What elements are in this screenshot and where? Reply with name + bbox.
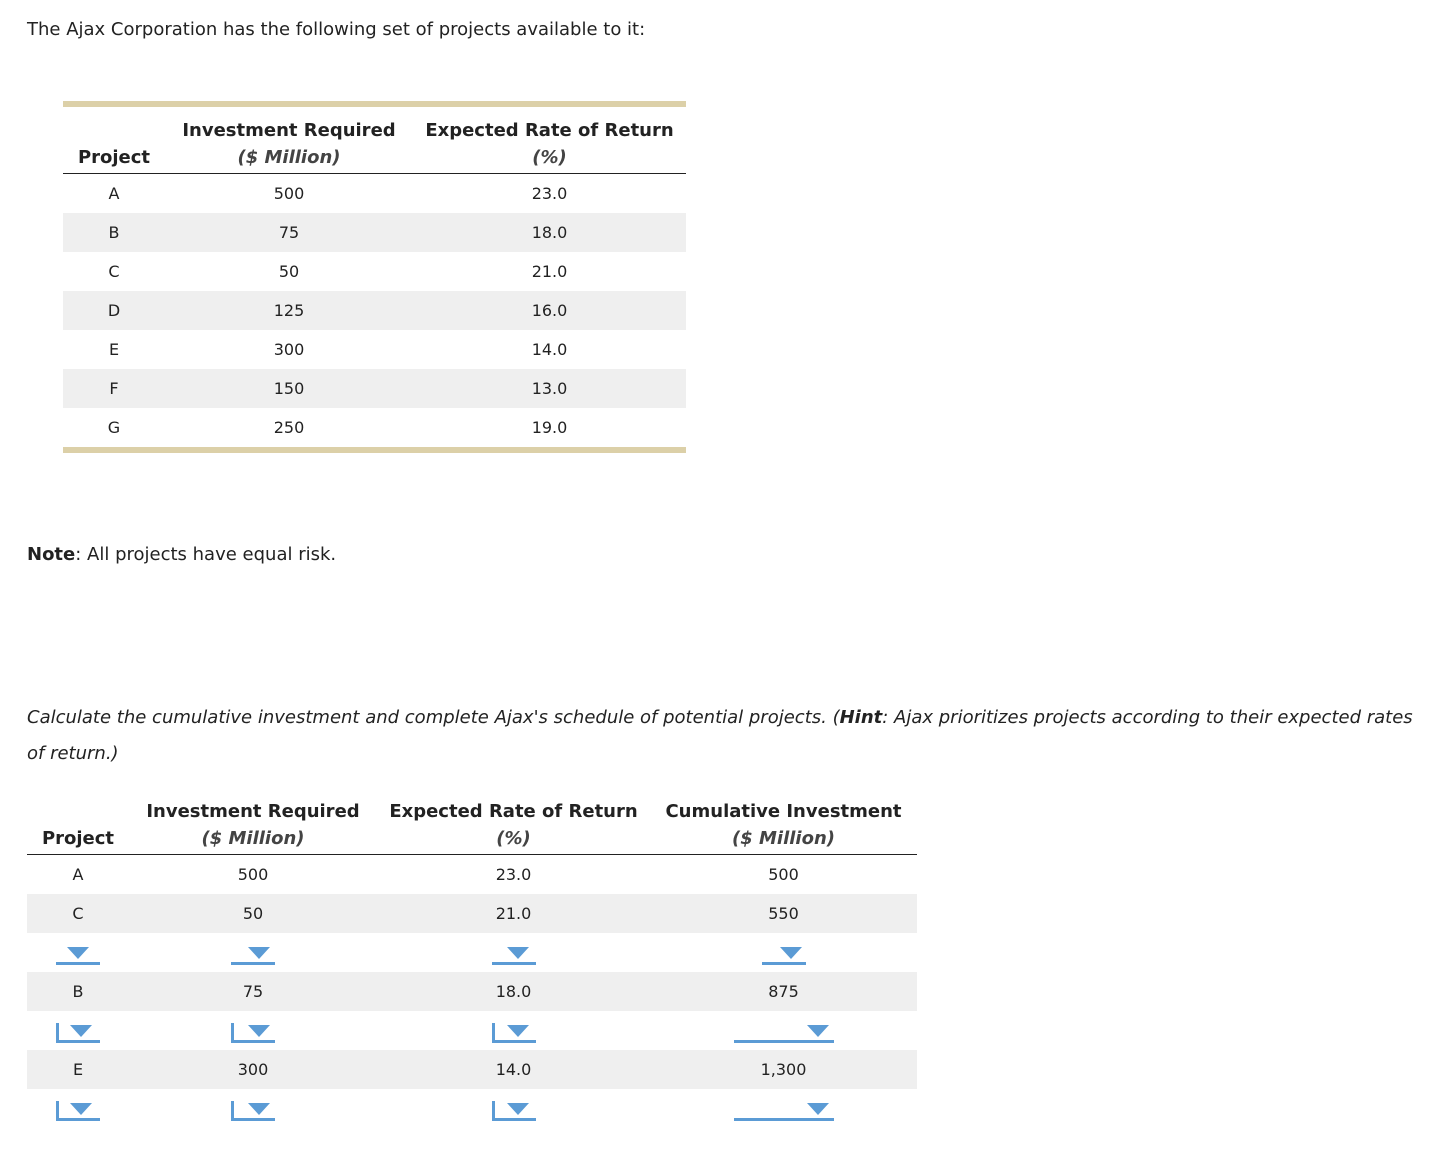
project-cell: D [63, 291, 165, 330]
project-cell: E [27, 1050, 129, 1089]
return-cell: 21.0 [531, 262, 568, 281]
dropdown-underline [231, 1118, 275, 1121]
return-cell: 18.0 [377, 972, 650, 1011]
header-cumulative-unit: ($ Million) [650, 822, 917, 855]
return-dropdown-cell [377, 1011, 650, 1050]
dropdown-arrow-icon [67, 947, 89, 959]
dropdown-underline [734, 1040, 834, 1043]
cumulative-dropdown[interactable] [762, 941, 806, 965]
header-empty [27, 788, 129, 822]
investment-cell: 150 [165, 369, 413, 408]
cumulative-dropdown-cell [650, 1089, 917, 1128]
cumulative-cell: 500 [768, 865, 799, 884]
table-row [27, 894, 917, 933]
table-row [63, 408, 686, 447]
table-row [63, 291, 686, 330]
dropdown-underline [56, 1040, 100, 1043]
investment-cell: 75 [129, 972, 377, 1011]
project-cell: A [72, 865, 84, 884]
return-cell: 21.0 [377, 894, 650, 933]
cumulative-cell: 550 [650, 894, 917, 933]
header-investment: Investment Required [182, 120, 396, 141]
header-empty [63, 107, 165, 141]
header-return: Expected Rate of Return [425, 120, 674, 141]
project-cell: B [27, 972, 129, 1011]
table-row [27, 1011, 917, 1050]
project-cell: C [27, 894, 129, 933]
return-cell: 16.0 [413, 291, 686, 330]
return-dropdown[interactable] [492, 1097, 536, 1121]
project-cell: C [108, 262, 120, 281]
header-investment-unit: ($ Million) [129, 822, 377, 855]
hint-label: Hint [839, 707, 883, 728]
return-dropdown-cell [377, 1089, 650, 1128]
dropdown-arrow-icon [248, 1103, 270, 1115]
investment-cell: 300 [273, 340, 305, 359]
dropdown-arrow-icon [507, 947, 529, 959]
table-row [27, 972, 917, 1011]
return-cell: 18.0 [413, 213, 686, 252]
investment-cell: 300 [129, 1050, 377, 1089]
return-cell: 13.0 [413, 369, 686, 408]
investment-cell: 50 [278, 262, 300, 281]
return-dropdown[interactable] [492, 1019, 536, 1043]
header-project: Project [63, 141, 165, 174]
project-cell: B [63, 213, 165, 252]
table-row [63, 213, 686, 252]
investment-dropdown[interactable] [231, 1097, 275, 1121]
project-dropdown-cell [27, 933, 129, 972]
investment-cell: 500 [237, 865, 269, 884]
header-cumulative: Cumulative Investment [665, 801, 902, 822]
table-bottom-bar [63, 447, 686, 453]
project-cell: E [108, 340, 120, 359]
return-cell: 14.0 [531, 340, 568, 359]
return-dropdown-cell [377, 933, 650, 972]
dropdown-underline [492, 1118, 536, 1121]
schedule-table [27, 788, 917, 1128]
project-dropdown-cell [27, 1011, 129, 1050]
project-cell: A [108, 184, 120, 203]
header-return-unit: (%) [377, 822, 650, 855]
header-project: Project [27, 822, 129, 855]
dropdown-underline [56, 1118, 100, 1121]
investment-cell: 125 [165, 291, 413, 330]
investment-cell: 50 [129, 894, 377, 933]
investment-dropdown[interactable] [231, 941, 275, 965]
table-row [63, 252, 686, 291]
cumulative-dropdown-cell [650, 1011, 917, 1050]
investment-dropdown-cell [129, 1011, 377, 1050]
dropdown-underline [56, 962, 100, 965]
return-cell: 14.0 [377, 1050, 650, 1089]
dropdown-underline [762, 962, 806, 965]
investment-cell: 250 [273, 418, 305, 437]
dropdown-arrow-icon [248, 1025, 270, 1037]
cumulative-cell: 875 [650, 972, 917, 1011]
header-return-unit: (%) [413, 141, 686, 174]
project-cell: G [107, 418, 121, 437]
header-investment: Investment Required [146, 801, 360, 822]
cumulative-dropdown-cell [650, 933, 917, 972]
header-return: Expected Rate of Return [389, 801, 638, 822]
project-dropdown[interactable] [56, 1019, 100, 1043]
dropdown-arrow-icon [248, 947, 270, 959]
instruction-text [27, 700, 1417, 772]
note-text [27, 544, 336, 565]
note-label: Note [27, 544, 76, 565]
table-row [27, 933, 917, 972]
header-investment-unit: ($ Million) [165, 141, 413, 174]
return-dropdown[interactable] [492, 941, 536, 965]
instruction-part1: Calculate the cumulative investment and complete Ajax's schedule of potential projects. ( [27, 707, 840, 728]
table-row [63, 330, 686, 369]
instruction-part2: : Ajax prioritizes projects according to their expected rates of return.) [27, 707, 1413, 764]
table-row [27, 1089, 917, 1128]
dropdown-arrow-icon [70, 1103, 92, 1115]
cumulative-dropdown[interactable] [734, 1019, 834, 1043]
intro-text: The Ajax Corporation has the following set of projects available to it: [27, 19, 646, 40]
dropdown-underline [492, 962, 536, 965]
table-row [63, 174, 686, 214]
dropdown-underline [492, 1040, 536, 1043]
investment-cell: 75 [165, 213, 413, 252]
project-dropdown[interactable] [56, 941, 100, 965]
dropdown-arrow-icon [807, 1025, 829, 1037]
table-row [27, 1050, 917, 1089]
dropdown-arrow-icon [507, 1103, 529, 1115]
investment-dropdown-cell [129, 933, 377, 972]
table-row [27, 855, 917, 895]
investment-dropdown-cell [129, 1089, 377, 1128]
cumulative-cell: 1,300 [650, 1050, 917, 1089]
dropdown-underline [734, 1118, 834, 1121]
dropdown-underline [231, 1040, 275, 1043]
project-cell: F [63, 369, 165, 408]
investment-cell: 500 [273, 184, 305, 203]
table-row [63, 369, 686, 408]
dropdown-arrow-icon [807, 1103, 829, 1115]
dropdown-arrow-icon [507, 1025, 529, 1037]
dropdown-arrow-icon [70, 1025, 92, 1037]
project-dropdown[interactable] [56, 1097, 100, 1121]
note-body: : All projects have equal risk. [75, 544, 337, 565]
dropdown-underline [231, 962, 275, 965]
return-cell: 23.0 [531, 184, 568, 203]
projects-table [63, 101, 686, 453]
dropdown-arrow-icon [780, 947, 802, 959]
return-cell: 23.0 [495, 865, 532, 884]
return-cell: 19.0 [531, 418, 568, 437]
project-dropdown-cell [27, 1089, 129, 1128]
investment-dropdown[interactable] [231, 1019, 275, 1043]
cumulative-dropdown[interactable] [734, 1097, 834, 1121]
